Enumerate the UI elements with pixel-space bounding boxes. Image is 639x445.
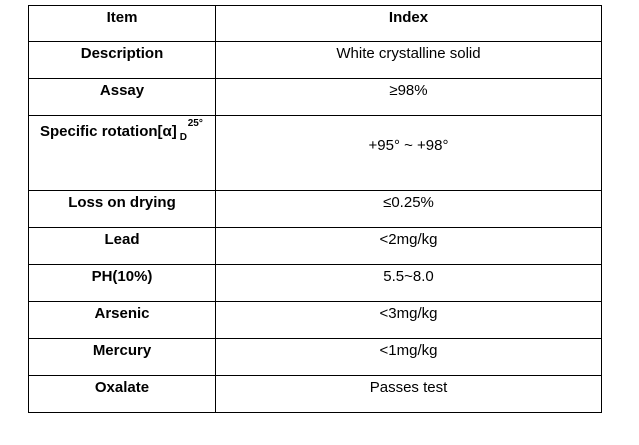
item-cell bbox=[29, 376, 216, 413]
index-cell bbox=[216, 79, 602, 116]
rotation-superscript: 25° bbox=[187, 118, 203, 129]
index-value: 5.5~8.0 bbox=[383, 268, 434, 285]
rotation-notation bbox=[177, 118, 203, 143]
table-row bbox=[29, 302, 602, 339]
table-row bbox=[29, 228, 602, 265]
table-row bbox=[29, 339, 602, 376]
index-cell bbox=[216, 302, 602, 339]
specific-rotation-label bbox=[29, 116, 215, 141]
index-cell bbox=[216, 265, 602, 302]
table-header-row bbox=[29, 6, 602, 42]
table-row bbox=[29, 191, 602, 228]
index-cell bbox=[216, 339, 602, 376]
rotation-subscript: D bbox=[179, 132, 187, 143]
index-value: <3mg/kg bbox=[379, 305, 438, 322]
item-label: Loss on drying bbox=[68, 194, 176, 211]
header-index-label: Index bbox=[388, 9, 429, 26]
index-value: <2mg/kg bbox=[379, 231, 438, 248]
item-label: Description bbox=[80, 45, 164, 62]
item-label: Mercury bbox=[92, 342, 152, 359]
table-row bbox=[29, 116, 602, 191]
table-row bbox=[29, 265, 602, 302]
specification-table bbox=[28, 5, 602, 413]
item-label: Oxalate bbox=[94, 379, 150, 396]
index-cell bbox=[216, 42, 602, 79]
item-cell bbox=[29, 191, 216, 228]
index-value: White crystalline solid bbox=[336, 45, 481, 62]
item-label: Lead bbox=[104, 231, 140, 248]
item-cell bbox=[29, 79, 216, 116]
item-cell bbox=[29, 116, 216, 191]
item-cell bbox=[29, 302, 216, 339]
index-cell bbox=[216, 116, 602, 191]
header-index bbox=[216, 6, 602, 42]
table-row bbox=[29, 79, 602, 116]
table-row bbox=[29, 42, 602, 79]
index-value: Passes test bbox=[369, 379, 448, 396]
header-item bbox=[29, 6, 216, 42]
index-cell bbox=[216, 228, 602, 265]
item-label: PH(10%) bbox=[91, 268, 153, 285]
item-label: Specific rotation[α] bbox=[40, 123, 177, 140]
index-cell bbox=[216, 191, 602, 228]
header-item-label: Item bbox=[106, 9, 138, 26]
item-label: Arsenic bbox=[94, 305, 150, 322]
table-row bbox=[29, 376, 602, 413]
index-value: ≤0.25% bbox=[383, 194, 434, 211]
item-cell bbox=[29, 228, 216, 265]
item-cell bbox=[29, 265, 216, 302]
index-value: <1mg/kg bbox=[379, 342, 438, 359]
index-value: ≥98% bbox=[389, 82, 428, 99]
index-value: +95° ~ +98° bbox=[368, 137, 449, 154]
item-cell bbox=[29, 339, 216, 376]
index-cell bbox=[216, 376, 602, 413]
item-label: Assay bbox=[99, 82, 145, 99]
item-cell bbox=[29, 42, 216, 79]
